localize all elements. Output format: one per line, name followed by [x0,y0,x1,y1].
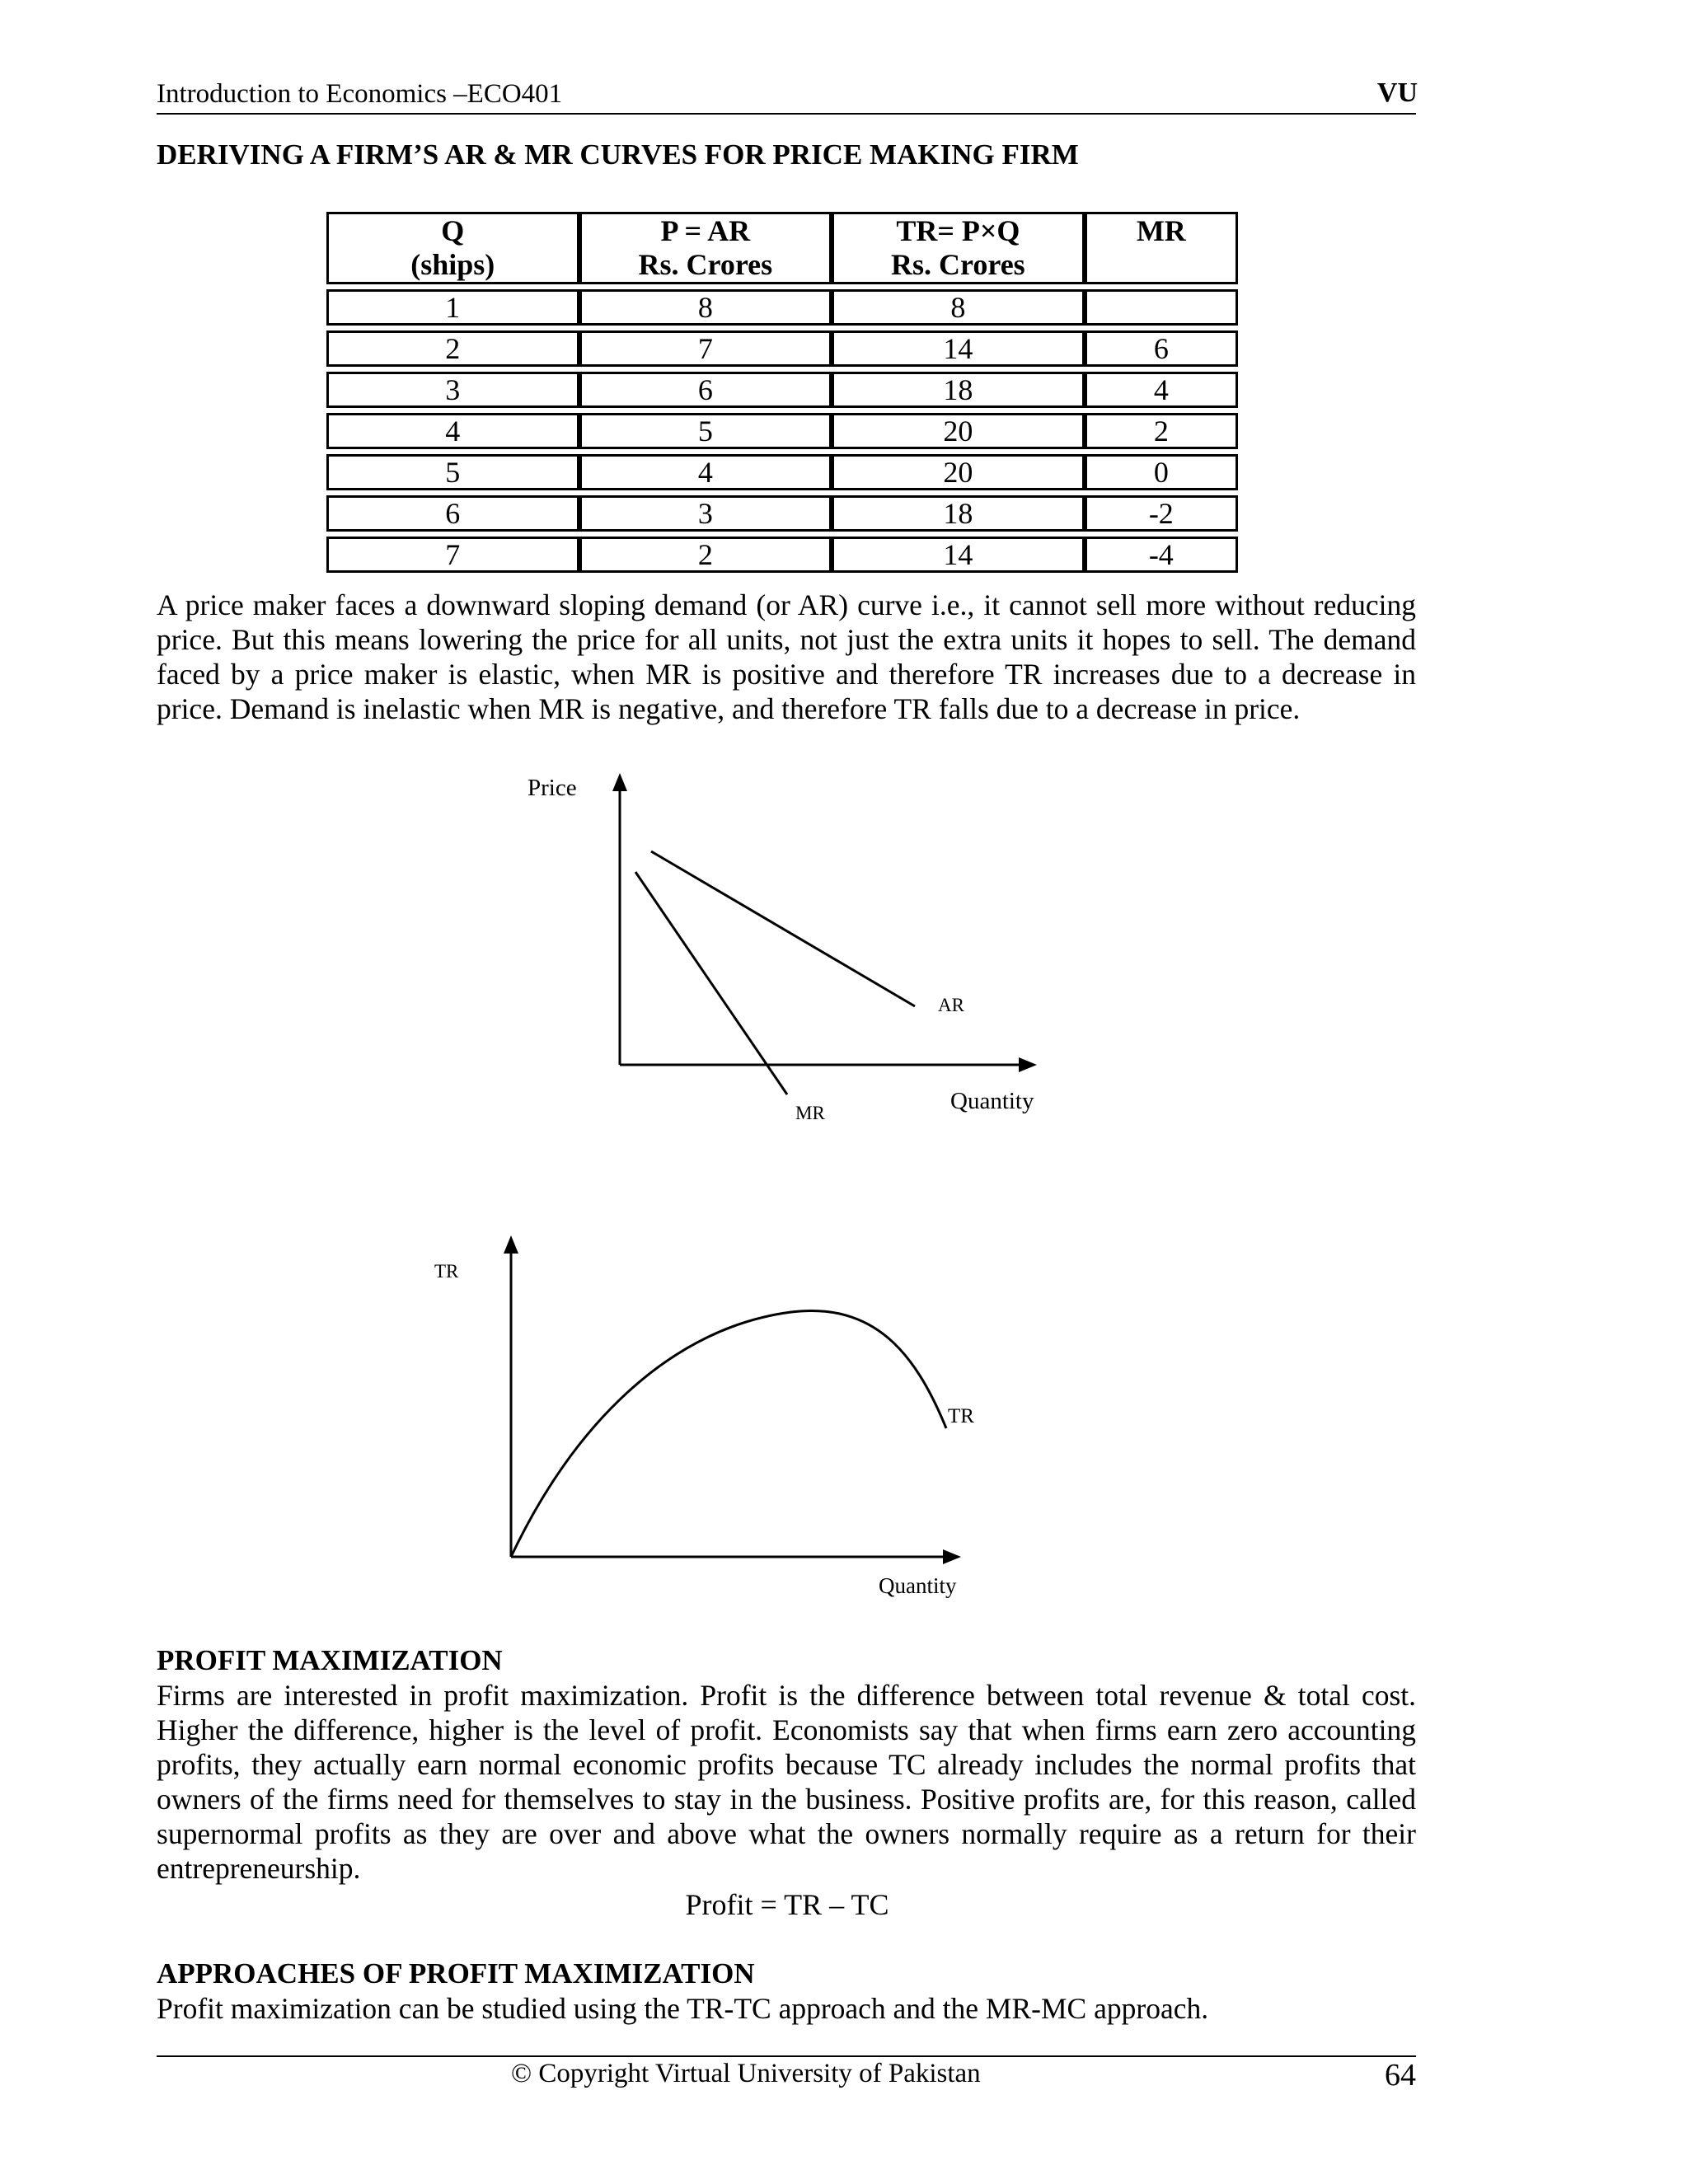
cell-tr: 8 [832,289,1085,326]
cell-price: 4 [579,454,832,490]
price-axis-label: Price [528,775,577,801]
cell-q: 1 [326,289,579,326]
course-title: Introduction to Economics –ECO401 [157,79,563,109]
cell-q: 7 [326,537,579,573]
cell-tr: 18 [832,495,1085,532]
cell-mr: -4 [1085,537,1238,573]
col-header-line1: Q [441,214,465,247]
tr-quantity-axis-arrow-icon [943,1549,961,1564]
footer-rule [157,2055,1416,2057]
cell-tr: 20 [832,413,1085,449]
cell-q: 3 [326,372,579,408]
cell-price: 3 [579,495,832,532]
cell-tr: 20 [832,454,1085,490]
quantity-axis-label: Quantity [950,1088,1034,1114]
tr-chart [434,1235,974,1598]
cell-mr: 0 [1085,454,1238,490]
cell-price: 5 [579,413,832,449]
mr-curve [635,872,787,1094]
ar-mr-chart [528,773,1037,1123]
cell-tr: 14 [832,330,1085,367]
tr-axis-arrow-icon [504,1235,518,1254]
col-header-line1: P = AR [660,214,751,247]
col-header-line2: Rs. Crores [891,248,1025,281]
cell-mr: 2 [1085,413,1238,449]
section-heading-approaches: APPROACHES OF PROFIT MAXIMIZATION [157,1957,755,1990]
cell-q: 6 [326,495,579,532]
cell-price: 6 [579,372,832,408]
vu-logo-text: VU [1376,77,1418,108]
tr-curve [511,1310,946,1557]
cell-price: 2 [579,537,832,573]
mr-curve-label: MR [795,1103,825,1123]
col-header-line2: Rs. Crores [638,248,773,281]
section-heading-profit-max: PROFIT MAXIMIZATION [157,1644,503,1676]
page-number: 64 [1385,2058,1416,2093]
cell-tr: 14 [832,537,1085,573]
cell-price: 8 [579,289,832,326]
cell-mr: 4 [1085,372,1238,408]
ar-curve-label: AR [938,995,964,1015]
col-header-line2: (ships) [410,248,495,281]
paragraph-price-maker: A price maker faces a downward sloping demand (or AR) curve i.e., it cannot sell more without reducing price. But this means lowering the price for all units, not just the extra units it hopes to sell. The demand faced by a price maker is elastic, when MR is positive and therefore TR increases due to a decrease in price. Demand is inelastic when MR is negative, and therefore TR falls due to a decrease in price. [157,588,1416,725]
copyright-text: © Copyright Virtual University of Pakistan [511,2059,981,2088]
tr-quantity-axis-label: Quantity [879,1573,957,1598]
cell-mr: -2 [1085,495,1238,532]
cell-q: 2 [326,330,579,367]
col-header-line1: MR [1136,214,1186,247]
profit-formula: Profit = TR – TC [685,1888,889,1921]
quantity-axis-arrow-icon [1019,1057,1037,1072]
col-header-line1: TR= P×Q [896,214,1020,247]
cell-q: 4 [326,413,579,449]
section-heading-ar-mr: DERIVING A FIRM’S AR & MR CURVES FOR PRICE MAKING FIRM [157,138,1079,171]
cell-mr: 6 [1085,330,1238,367]
paragraph-profit-max: Firms are interested in profit maximization. Profit is the difference between total revenue & total cost. Higher the difference, higher is the level of profit. Economists say that when firms earn zero accounting profits, they actually earn normal economic profits because TC already includes the normal profits that owners of the firms need for themselves to stay in the business. Positive profits are, for this reason, called supernormal profits as they are over and above what the owners normally require as a return for their entrepreneurship. [157,1679,1416,1885]
cell-q: 5 [326,454,579,490]
cell-price: 7 [579,330,832,367]
paragraph-approaches: Profit maximization can be studied using the TR-TC approach and the MR-MC approach. [157,1992,1209,2025]
tr-axis-label: TR [434,1261,459,1282]
price-axis-arrow-icon [612,773,627,791]
ar-curve [651,851,915,1006]
tr-curve-label: TR [948,1405,974,1427]
cell-tr: 18 [832,372,1085,408]
